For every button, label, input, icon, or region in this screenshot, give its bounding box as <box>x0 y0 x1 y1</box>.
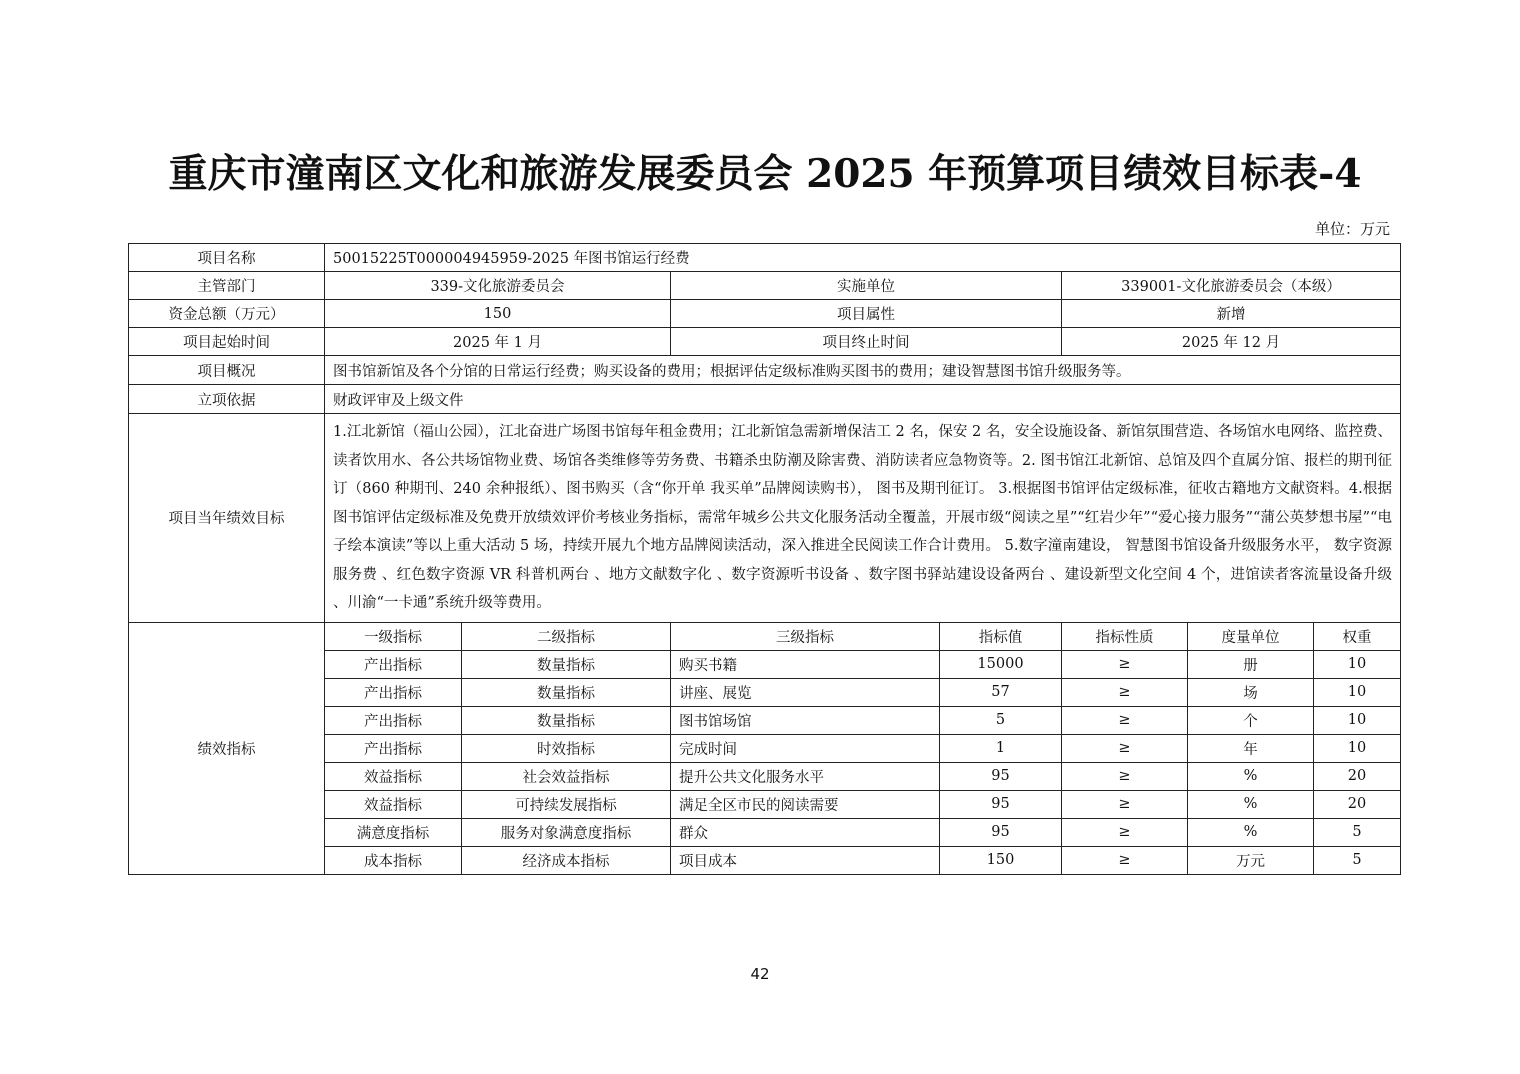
cell-unit: 场 <box>1188 678 1314 706</box>
cell-weight: 10 <box>1314 678 1401 706</box>
value-implementing-unit: 339001-文化旅游委员会（本级） <box>1062 272 1401 300</box>
unit-label: 单位：万元 <box>1314 220 1390 238</box>
cell-value: 95 <box>940 762 1062 790</box>
cell-level2: 时效指标 <box>462 734 671 762</box>
header-weight: 权重 <box>1314 622 1401 650</box>
value-end-time: 2025 年 12 月 <box>1062 328 1401 356</box>
label-fund-total: 资金总额（万元） <box>129 300 325 328</box>
cell-level3: 提升公共文化服务水平 <box>671 762 940 790</box>
row-dates <box>129 328 1401 356</box>
row-basis <box>129 385 1401 414</box>
cell-weight: 20 <box>1314 762 1401 790</box>
header-level1: 一级指标 <box>325 622 462 650</box>
cell-level1: 产出指标 <box>325 650 462 678</box>
cell-value: 15000 <box>940 650 1062 678</box>
document-title: 重庆市潼南区文化和旅游发展委员会 2025 年预算项目绩效目标表-4 <box>168 151 1362 197</box>
cell-unit: 个 <box>1188 706 1314 734</box>
row-overview <box>129 356 1401 385</box>
cell-unit: % <box>1188 818 1314 846</box>
cell-nature: ≥ <box>1062 706 1188 734</box>
cell-level3: 图书馆场馆 <box>671 706 940 734</box>
cell-unit: 年 <box>1188 734 1314 762</box>
cell-value: 1 <box>940 734 1062 762</box>
cell-nature: ≥ <box>1062 678 1188 706</box>
cell-level3: 讲座、展览 <box>671 678 940 706</box>
cell-level2: 经济成本指标 <box>462 846 671 874</box>
cell-weight: 20 <box>1314 790 1401 818</box>
cell-level1: 效益指标 <box>325 790 462 818</box>
cell-level2: 服务对象满意度指标 <box>462 818 671 846</box>
cell-weight: 5 <box>1314 846 1401 874</box>
cell-nature: ≥ <box>1062 650 1188 678</box>
value-start-time: 2025 年 1 月 <box>325 328 671 356</box>
header-level2: 二级指标 <box>462 622 671 650</box>
label-project-name: 项目名称 <box>129 244 325 272</box>
label-annual-goal: 项目当年绩效目标 <box>129 414 325 623</box>
label-overview: 项目概况 <box>129 356 325 385</box>
cell-level1: 产出指标 <box>325 706 462 734</box>
value-project-name: 50015225T000004945959-2025 年图书馆运行经费 <box>325 244 1401 272</box>
cell-level3: 群众 <box>671 818 940 846</box>
page-number: 42 <box>750 965 770 983</box>
cell-level2: 可持续发展指标 <box>462 790 671 818</box>
label-end-time: 项目终止时间 <box>671 328 1062 356</box>
cell-level3: 完成时间 <box>671 734 940 762</box>
label-department: 主管部门 <box>129 272 325 300</box>
label-project-attribute: 项目属性 <box>671 300 1062 328</box>
header-nature: 指标性质 <box>1062 622 1188 650</box>
header-unit: 度量单位 <box>1188 622 1314 650</box>
cell-unit: % <box>1188 790 1314 818</box>
header-value: 指标值 <box>940 622 1062 650</box>
row-fund <box>129 300 1401 328</box>
value-overview: 图书馆新馆及各个分馆的日常运行经费；购买设备的费用；根据评估定级标准购买图书的费用；建设智慧图书馆升级服务等。 <box>325 356 1401 385</box>
cell-level2: 社会效益指标 <box>462 762 671 790</box>
cell-level1: 产出指标 <box>325 734 462 762</box>
cell-level2: 数量指标 <box>462 678 671 706</box>
cell-nature: ≥ <box>1062 846 1188 874</box>
cell-value: 95 <box>940 790 1062 818</box>
value-fund-total: 150 <box>325 300 671 328</box>
cell-unit: % <box>1188 762 1314 790</box>
value-basis: 财政评审及上级文件 <box>325 385 1401 414</box>
cell-level3: 满足全区市民的阅读需要 <box>671 790 940 818</box>
cell-level1: 效益指标 <box>325 762 462 790</box>
cell-level1: 成本指标 <box>325 846 462 874</box>
value-department: 339-文化旅游委员会 <box>325 272 671 300</box>
cell-unit: 册 <box>1188 650 1314 678</box>
cell-weight: 5 <box>1314 818 1401 846</box>
value-annual-goal: 1.江北新馆（福山公园），江北奋进广场图书馆每年租金费用；江北新馆急需新增保洁工 2 名，保安 2 名，安全设施设备、新馆氛围营造、各场馆水电网络、监控费、读者饮用水、各公共场馆物业费、场馆各类维修等劳务费、书籍杀虫防潮及除害费、消防读者应急物资等。2. 图书馆江北新馆、总馆及四个直属分馆、报栏的期刊征订（860 种期刊、240 余种报纸）、图书购买（含“你开单 我买单”品牌阅读购书）， 图书及期刊征订。 3.根据图书馆评估定级标准，征收古籍地方文献资料。4.根据图书馆评估定级标准及免费开放绩效评价考核业务指标，需常年城乡公共文化服务活动全覆盖，开展市级“阅读之星”“红岩少年”“爱心接力服务”“蒲公英梦想书屋”“电子绘本演读”等以上重大活动 5 场，持续开展九个地方品牌阅读活动，深入推进全民阅读工作合计费用。 5.数字潼南建设， 智慧图书馆设备升级服务水平， 数字资源服务费 、红色数字资源 VR 科普机两台 、地方文献数字化 、数字资源听书设备 、数字图书驿站建设设备两台 、建设新型文化空间 4 个，进馆读者客流量设备升级 、川渝“一卡通”系统升级等费用。 <box>325 414 1401 623</box>
cell-weight: 10 <box>1314 734 1401 762</box>
cell-nature: ≥ <box>1062 818 1188 846</box>
cell-nature: ≥ <box>1062 790 1188 818</box>
value-project-attribute: 新增 <box>1062 300 1401 328</box>
cell-level2: 数量指标 <box>462 706 671 734</box>
cell-level3: 项目成本 <box>671 846 940 874</box>
cell-value: 5 <box>940 706 1062 734</box>
cell-weight: 10 <box>1314 650 1401 678</box>
label-implementing-unit: 实施单位 <box>671 272 1062 300</box>
row-annual-goal <box>129 414 1401 623</box>
performance-target-table <box>128 243 1401 875</box>
label-basis: 立项依据 <box>129 385 325 414</box>
indicator-header-row <box>129 622 1401 650</box>
label-start-time: 项目起始时间 <box>129 328 325 356</box>
row-department <box>129 272 1401 300</box>
cell-unit: 万元 <box>1188 846 1314 874</box>
label-performance-indicators: 绩效指标 <box>129 622 325 874</box>
cell-level1: 满意度指标 <box>325 818 462 846</box>
row-project-name <box>129 244 1401 272</box>
cell-weight: 10 <box>1314 706 1401 734</box>
cell-nature: ≥ <box>1062 762 1188 790</box>
cell-value: 95 <box>940 818 1062 846</box>
cell-level1: 产出指标 <box>325 678 462 706</box>
cell-value: 57 <box>940 678 1062 706</box>
header-level3: 三级指标 <box>671 622 940 650</box>
cell-value: 150 <box>940 846 1062 874</box>
cell-level3: 购买书籍 <box>671 650 940 678</box>
cell-nature: ≥ <box>1062 734 1188 762</box>
cell-level2: 数量指标 <box>462 650 671 678</box>
